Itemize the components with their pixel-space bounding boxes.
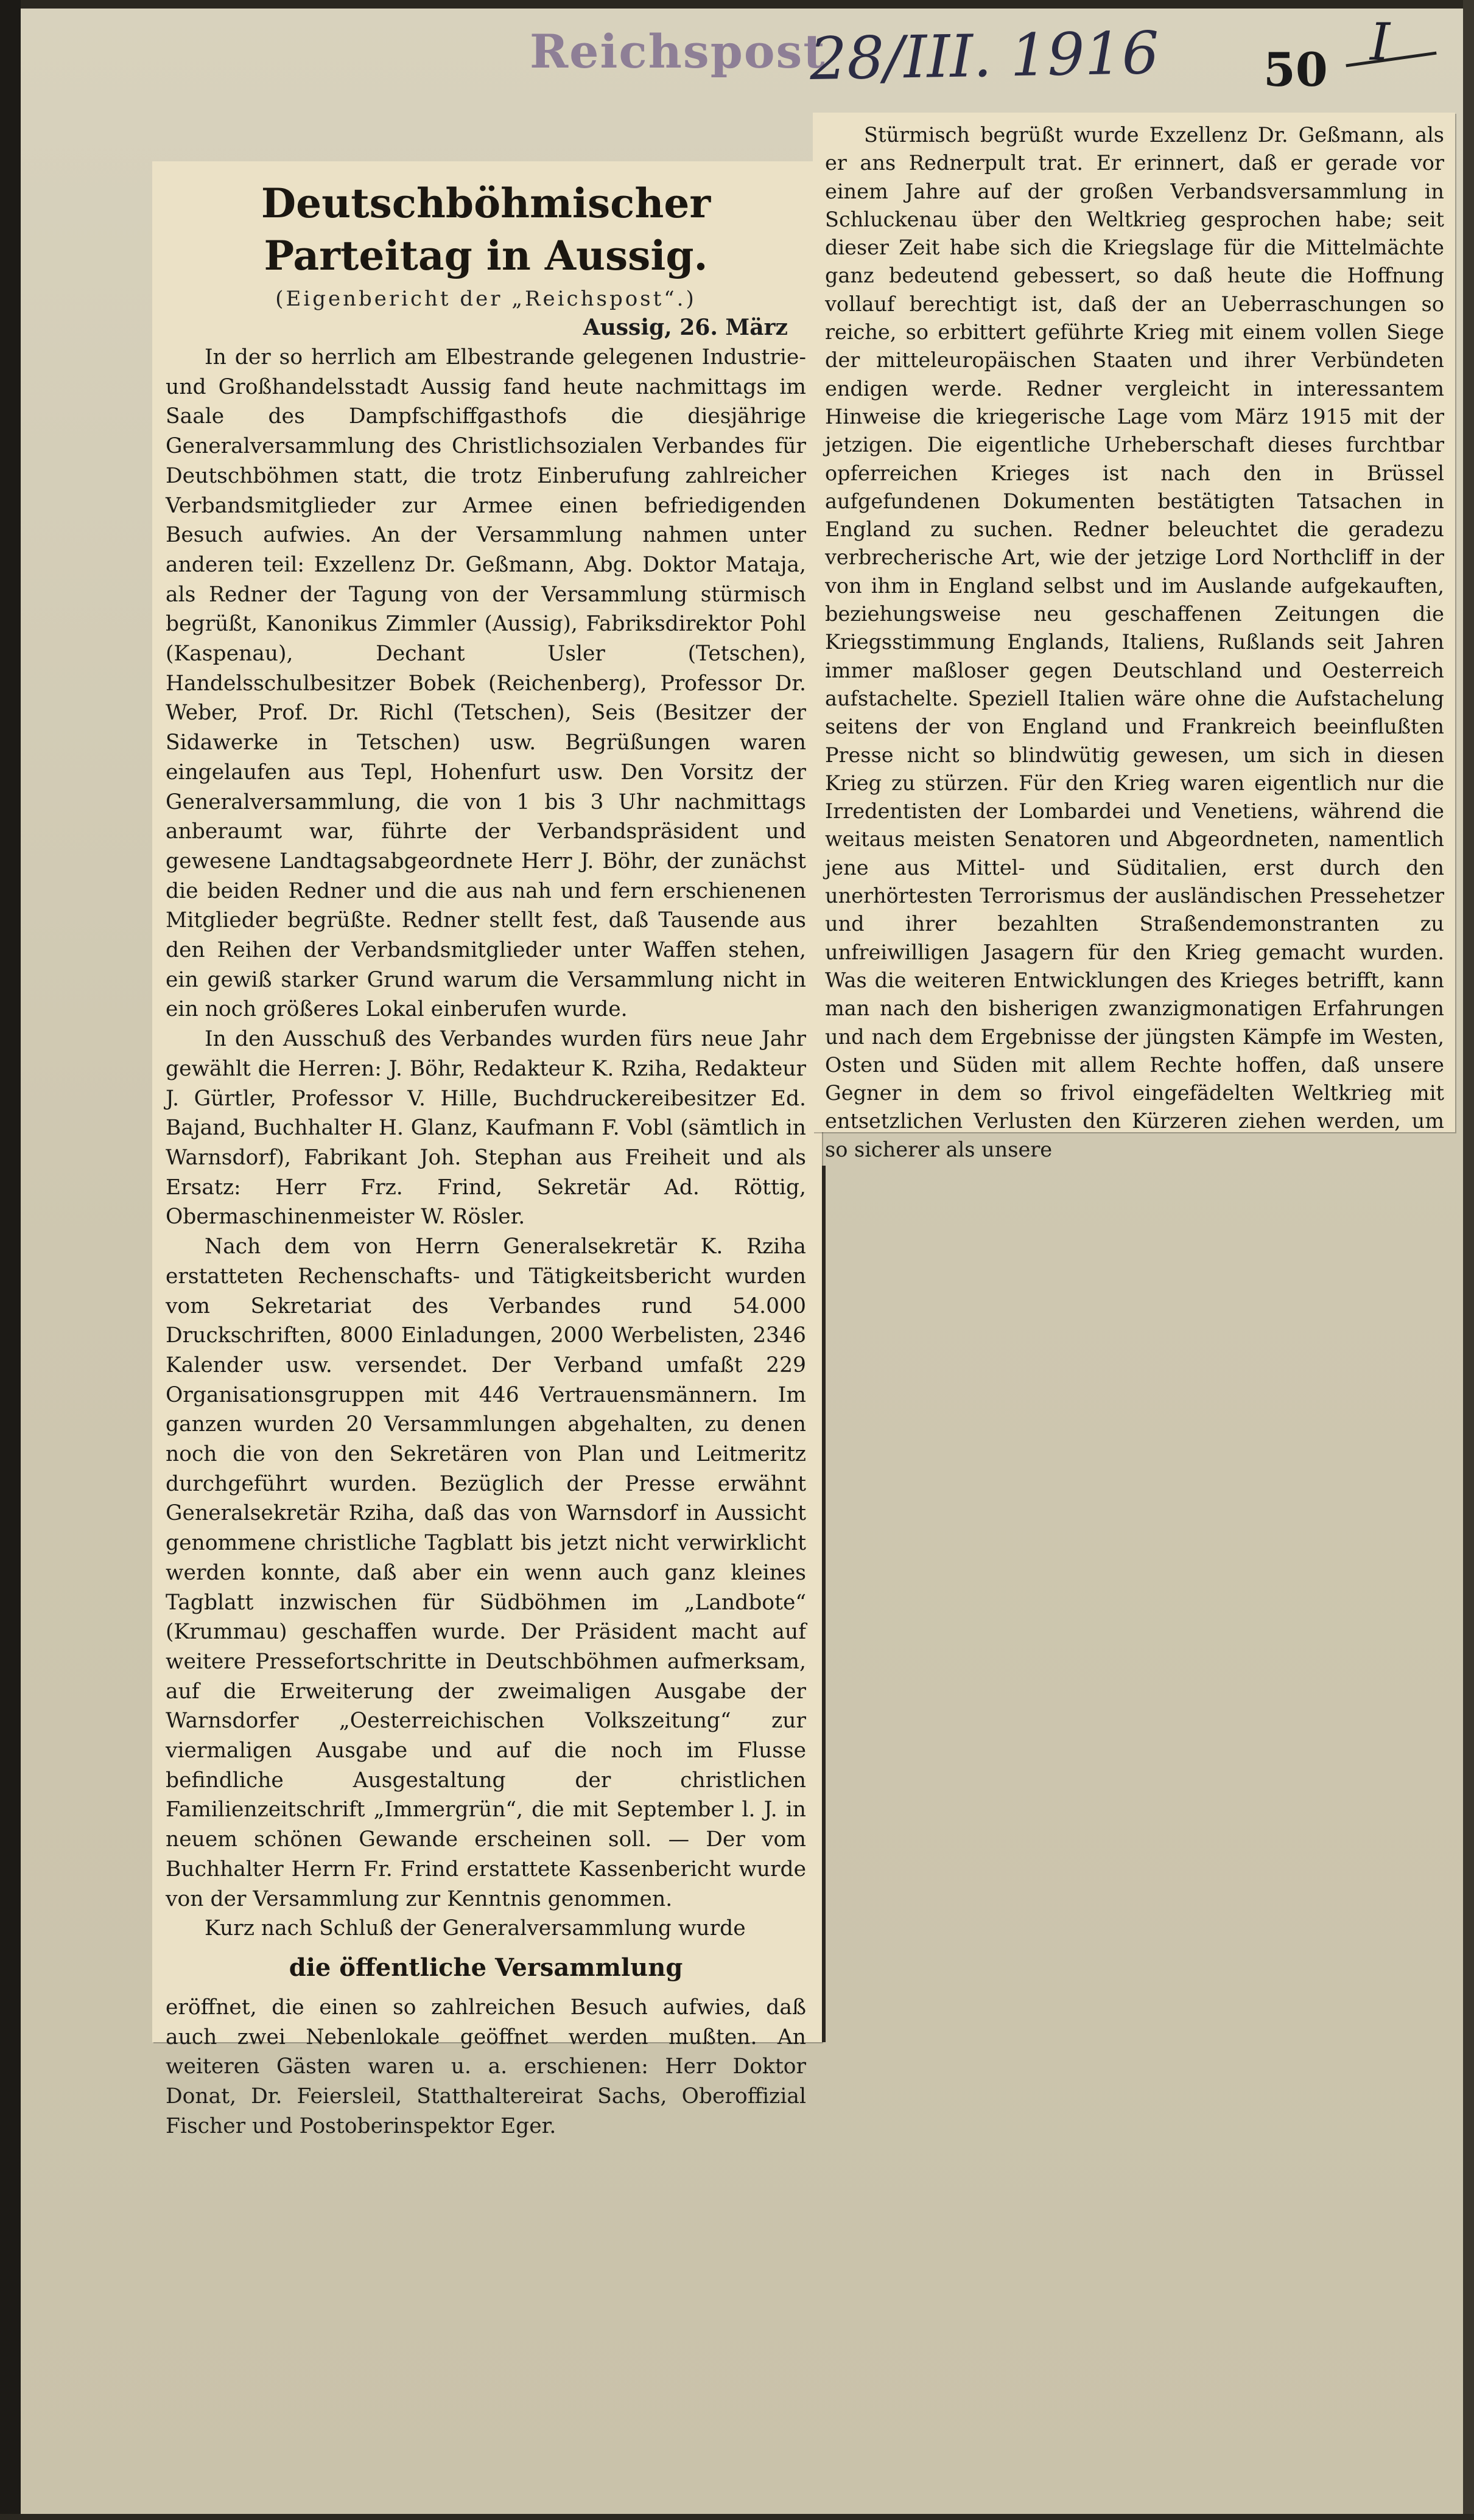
paragraph: eröffnet, die einen so zahlreichen Besuch aufwies, daß auch zwei Nebenlokale geöffnet werden mußten. An weiteren Gästen waren u. a. erschienen: Herr Doktor Donat, Dr. Feiersleil, Statthaltereirat Sachs, Oberoffizial Fischer und Postoberinspektor Eger. (166, 1995, 806, 2138)
roman-numeral-mark: I (1370, 12, 1391, 72)
handwritten-underline (1346, 52, 1436, 68)
clipping-right-column (813, 113, 1455, 1161)
paragraph: Kurz nach Schluß der Generalversammlung wurde (205, 1916, 746, 1941)
scan-edge-left (0, 0, 21, 2520)
handwritten-date: 28/III. 1916 (809, 19, 1160, 93)
article-headline: Deutschböhmischer Parteitag in Aussig. (261, 180, 711, 279)
article-body-right (825, 121, 1444, 1164)
article-dateline: Aussig, 26. März (583, 315, 788, 340)
article-subhead: die öffentliche Versammlung (289, 1953, 683, 1982)
paragraph: In der so herrlich am Elbestrande gelegenen Industrie- und Großhandelsstadt Aussig fand heute nachmittags im Saale des Dampfschiffgasthofs die diesjährige Generalversammlung des Christlichsozialen Verbandes für Deutschböhmen statt, die trotz Einberufung zahlreicher Verbandsmitglieder zur Armee einen befriedigenden Besuch aufwies. An der Versammlung nahmen unter anderen teil: Exzellenz Dr. Geßmann, Abg. Doktor Mataja, als Redner der Tagung von der Versammlung stürmisch begrüßt, Kanonikus Zimmler (Aussig), Fabriksdirektor Pohl (Kaspenau), Dechant Usler (Tetschen), Handelsschulbesitzer Bobek (Reichenberg), Professor Dr. Weber, Prof. Dr. Richl (Tetschen), Seis (Besitzer der Sidawerke in Tetschen) usw. Begrüßungen waren eingelaufen aus Tepl, Hohenfurt usw. Den Vorsitz der Generalversammlung, die von 1 bis 3 Uhr nachmittags anberaumt war, führte der Verbandspräsident und gewesene Landtagsabgeordnete Herr J. Böhr, der zunächst die beiden Redner und die aus nah und fern erschienenen Mitglieder begrüßte. Redner stellt fest, daß Tausende aus den Reihen der Verbandsmitglieder unter Waffen stehen, ein gewiß starker Grund warum die Versammlung nicht in ein noch größeres Lokal einberufen wurde. (166, 345, 806, 1022)
scan-edge-top (0, 0, 1474, 9)
paragraph: Stürmisch begrüßt wurde Exzellenz Dr. Geßmann, als er ans Rednerpult trat. Er erinnert, daß er gerade vor einem Jahre auf der großen Verbandsversammlung in Schluckenau über den Weltkrieg gesprochen habe; seit dieser Zeit habe sich die Kriegslage für die Mittelmächte ganz bedeutend gebessert, so daß heute die Hoffnung vollauf berechtigt ist, daß der an Ueberraschungen so reiche, so erbittert geführte Krieg mit einem vollen Siege der mitteleuropäischen Staaten und ihrer Verbündeten endigen werde. Redner vergleicht in interessantem Hinweise die kriegerische Lage vom März 1915 mit der jetzigen. Die eigentliche Urheberschaft dieses furchtbar opferreichen Krieges ist nach den in Brüssel aufgefundenen Dokumenten bestätigten Tatsachen in England zu suchen. Redner beleuchtet die geradezu verbrecherische Art, wie der jetzige Lord Northcliff in der von ihm in England selbst und im Auslande aufgekauften, beziehungsweise neu geschaffenen Zeitungen die Kriegsstimmung Englands, Italiens, Rußlands seit Jahren immer maßloser gegen Deutschland und Oesterreich aufstachelte. Speziell Italien wäre ohne die Aufstachelung seitens der von England und Frankreich beeinflußten Presse nicht so blindwütig gewesen, um sich in diesen Krieg zu stürzen. Für den Krieg waren eigentlich nur die Irredentisten der Lombardei und Venetiens, während die weitaus meisten Senatoren und Abgeordneten, namentlich jene aus Mittel- und Süditalien, erst durch den unerhörtesten Terrorismus der ausländischen Pressehetzer und ihrer bezahlten Straßendemonstranten zu unfreiwilligen Jasagern für den Krieg gemacht wurden. Was die weiteren Entwicklungen des Krieges betrifft, kann man nach den bisherigen zwanzigmonatigen Erfahrungen und nach dem Ergebnisse der jüngsten Kämpfe im Westen, Osten und Süden mit allem Rechte hoffen, daß unsere Gegner in dem so frivol eingefädelten Weltkrieg mit entsetzlichen Verlusten den Kürzeren ziehen werden, um so sicherer als unsere (825, 123, 1444, 1161)
article-byline: (Eigenbericht der „Reichspost“.) (275, 287, 697, 311)
paragraph: In den Ausschuß des Verbandes wurden fürs neue Jahr gewählt die Herren: J. Böhr, Redakteur K. Rziha, Redakteur J. Gürtler, Professor V. Hille, Buchdruckereibesitzer Ed. Bajand, Buchhalter H. Glanz, Kaufmann F. Vobl (sämtlich in Warnsdorf), Fabrikant Joh. Stephan aus Freiheit und als Ersatz: Herr Frz. Frind, Sekretär Ad. Röttig, Obermaschinenmeister W. Rösler. (166, 1027, 806, 1230)
article-body-left (166, 343, 806, 2141)
paragraph: Nach dem von Herrn Generalsekretär K. Rziha erstatteten Rechenschafts- und Tätigkeitsbericht wurden vom Sekretariat des Verbandes rund 54.000 Druckschriften, 8000 Einladungen, 2000 Werbelisten, 2346 Kalender usw. versendet. Der Verband umfaßt 229 Organisationsgruppen mit 446 Vertrauensmännern. Im ganzen wurden 20 Versammlungen abgehalten, zu denen noch die von den Sekretären von Plan und Leitmeritz durchgeführt wurden. Bezüglich der Presse erwähnt Generalsekretär Rziha, daß das von Warnsdorf in Aussicht genommene christliche Tagblatt bis jetzt nicht verwirklicht werden konnte, daß aber ein wenn auch ganz kleines Tagblatt inzwischen für Südböhmen im „Landbote“ (Krummau) geschaffen wurde. Der Präsident macht auf weitere Pressefortschritte in Deutschböhmen aufmerksam, auf die Erweiterung der zweimaligen Ausgabe der Warnsdorfer „Oesterreichischen Volkszeitung“ zur viermaligen Ausgabe und auf die noch im Flusse befindliche Ausgestaltung der christlichen Familienzeitschrift „Immergrün“, die mit September l. J. in neuem schönen Gewande erscheinen soll. — Der vom Buchhalter Herrn Fr. Frind erstattete Kassenbericht wurde von der Versammlung zur Kenntnis genommen. (166, 1234, 806, 1911)
scan-edge-bottom (0, 2514, 1474, 2520)
scan-edge-right (1463, 0, 1474, 2520)
page-number: 50 (1263, 43, 1328, 97)
newspaper-name-stamp: Reichspost (530, 24, 826, 79)
clipping-left-column (152, 161, 822, 2138)
